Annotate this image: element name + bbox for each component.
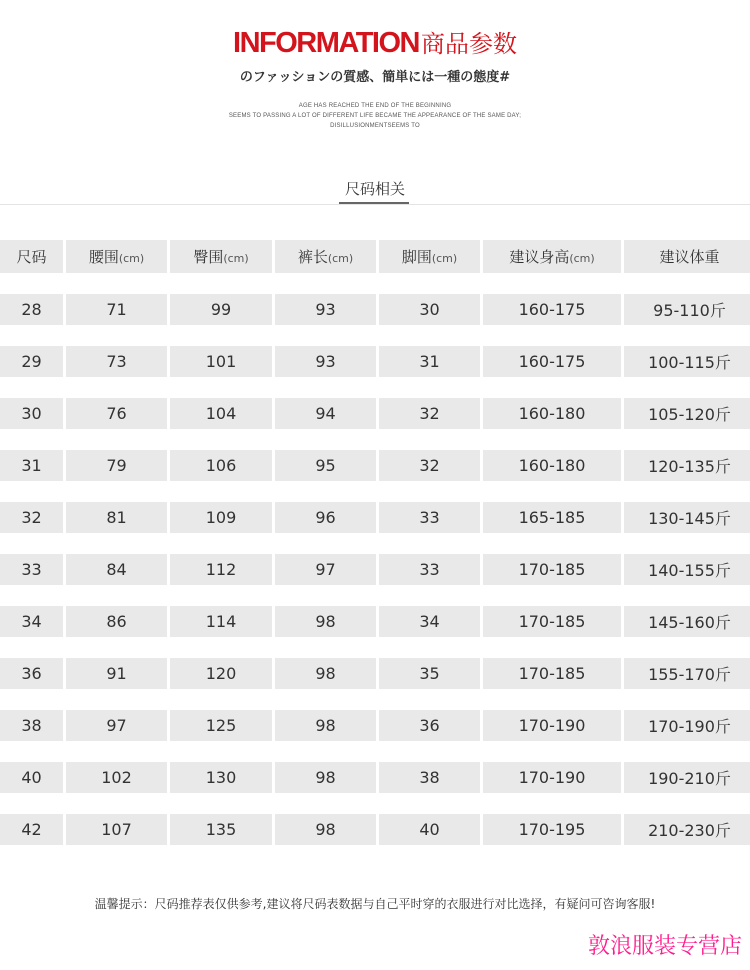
spacer-cell <box>0 689 63 710</box>
table-cell: 99 <box>170 294 272 325</box>
table-cell: 190-210斤 <box>624 762 750 793</box>
row-spacer <box>0 637 750 658</box>
table-cell: 125 <box>170 710 272 741</box>
table-body <box>0 273 750 845</box>
table-cell: 170-185 <box>483 554 621 585</box>
row-spacer <box>0 377 750 398</box>
spacer-cell <box>483 273 621 294</box>
table-cell: 135 <box>170 814 272 845</box>
table-cell: 170-185 <box>483 658 621 689</box>
table-cell: 33 <box>379 554 480 585</box>
spacer-cell <box>379 637 480 658</box>
table-cell: 40 <box>379 814 480 845</box>
table-cell: 73 <box>66 346 167 377</box>
table-row <box>0 554 750 585</box>
spacer-cell <box>170 481 272 502</box>
table-cell: 112 <box>170 554 272 585</box>
spacer-cell <box>483 481 621 502</box>
table-cell: 40 <box>0 762 63 793</box>
table-cell: 107 <box>66 814 167 845</box>
table-cell: 29 <box>0 346 63 377</box>
page-title <box>0 24 750 60</box>
table-cell: 170-190 <box>483 762 621 793</box>
spacer-cell <box>275 325 376 346</box>
spacer-cell <box>624 689 750 710</box>
header-weight: 建议体重 <box>624 240 750 273</box>
table-cell: 42 <box>0 814 63 845</box>
header-size: 尺码 <box>0 240 63 273</box>
table-cell: 32 <box>0 502 63 533</box>
table-row <box>0 658 750 689</box>
spacer-cell <box>170 741 272 762</box>
table-row <box>0 398 750 429</box>
table-cell: 91 <box>66 658 167 689</box>
table-cell: 160-175 <box>483 346 621 377</box>
spacer-cell <box>483 377 621 398</box>
spacer-cell <box>483 533 621 554</box>
table-cell: 145-160斤 <box>624 606 750 637</box>
table-cell: 81 <box>66 502 167 533</box>
spacer-cell <box>66 325 167 346</box>
header-length: 裤长(cm) <box>275 240 376 273</box>
table-cell: 38 <box>379 762 480 793</box>
table-cell: 94 <box>275 398 376 429</box>
table-row <box>0 710 750 741</box>
table-cell: 109 <box>170 502 272 533</box>
spacer-cell <box>275 533 376 554</box>
spacer-cell <box>66 741 167 762</box>
table-cell: 97 <box>66 710 167 741</box>
spacer-cell <box>483 429 621 450</box>
table-row <box>0 502 750 533</box>
spacer-cell <box>0 429 63 450</box>
spacer-cell <box>0 741 63 762</box>
table-cell: 106 <box>170 450 272 481</box>
title-english: INFORMATION <box>233 27 419 59</box>
table-cell: 155-170斤 <box>624 658 750 689</box>
spacer-cell <box>0 585 63 606</box>
spacer-cell <box>379 429 480 450</box>
row-spacer <box>0 585 750 606</box>
table-cell: 32 <box>379 398 480 429</box>
table-cell: 97 <box>275 554 376 585</box>
spacer-cell <box>170 325 272 346</box>
spacer-cell <box>170 533 272 554</box>
table-cell: 130-145斤 <box>624 502 750 533</box>
table-cell: 165-185 <box>483 502 621 533</box>
spacer-cell <box>483 585 621 606</box>
table-cell: 38 <box>0 710 63 741</box>
spacer-cell <box>66 533 167 554</box>
divider <box>0 204 750 205</box>
table-cell: 35 <box>379 658 480 689</box>
header-height: 建议身高(cm) <box>483 240 621 273</box>
spacer-cell <box>275 637 376 658</box>
spacer-cell <box>275 689 376 710</box>
table-cell: 84 <box>66 554 167 585</box>
spacer-cell <box>66 689 167 710</box>
spacer-cell <box>275 273 376 294</box>
spacer-cell <box>0 793 63 814</box>
spacer-cell <box>275 481 376 502</box>
spacer-cell <box>624 273 750 294</box>
spacer-cell <box>379 533 480 554</box>
table-cell: 30 <box>379 294 480 325</box>
table-cell: 76 <box>66 398 167 429</box>
spacer-cell <box>170 637 272 658</box>
spacer-cell <box>170 429 272 450</box>
table-cell: 36 <box>379 710 480 741</box>
table-cell: 100-115斤 <box>624 346 750 377</box>
table-cell: 170-185 <box>483 606 621 637</box>
table-cell: 96 <box>275 502 376 533</box>
row-spacer <box>0 429 750 450</box>
table-cell: 101 <box>170 346 272 377</box>
table-cell: 32 <box>379 450 480 481</box>
table-cell: 36 <box>0 658 63 689</box>
table-cell: 30 <box>0 398 63 429</box>
spacer-cell <box>170 273 272 294</box>
spacer-cell <box>483 741 621 762</box>
spacer-cell <box>483 325 621 346</box>
spacer-cell <box>624 741 750 762</box>
table-cell: 170-190斤 <box>624 710 750 741</box>
row-spacer <box>0 481 750 502</box>
table-cell: 114 <box>170 606 272 637</box>
row-spacer <box>0 325 750 346</box>
table-row <box>0 294 750 325</box>
table-cell: 98 <box>275 606 376 637</box>
spacer-cell <box>379 377 480 398</box>
table-row <box>0 346 750 377</box>
table-cell: 98 <box>275 658 376 689</box>
header-leg-opening: 脚围(cm) <box>379 240 480 273</box>
table-cell: 210-230斤 <box>624 814 750 845</box>
spacer-cell <box>275 741 376 762</box>
spacer-cell <box>379 741 480 762</box>
table-cell: 86 <box>66 606 167 637</box>
spacer-cell <box>379 585 480 606</box>
spacer-cell <box>624 429 750 450</box>
tiny-text-line-1: AGE HAS REACHED THE END OF THE BEGINNING <box>298 103 452 109</box>
spacer-cell <box>66 793 167 814</box>
table-cell: 160-180 <box>483 398 621 429</box>
table-cell: 102 <box>66 762 167 793</box>
title-chinese: 商品参数 <box>420 30 517 58</box>
spacer-cell <box>0 325 63 346</box>
header-waist: 腰围(cm) <box>66 240 167 273</box>
spacer-cell <box>170 377 272 398</box>
spacer-cell <box>0 637 63 658</box>
table-cell: 28 <box>0 294 63 325</box>
table-cell: 33 <box>379 502 480 533</box>
table-cell: 160-180 <box>483 450 621 481</box>
tiny-text-line-3: DISILLUSIONMENTSEEMS TO <box>330 123 420 129</box>
spacer-cell <box>66 637 167 658</box>
table-row <box>0 762 750 793</box>
spacer-cell <box>379 273 480 294</box>
spacer-cell <box>275 585 376 606</box>
spacer-cell <box>0 273 63 294</box>
spacer-cell <box>483 689 621 710</box>
table-cell: 120-135斤 <box>624 450 750 481</box>
row-spacer <box>0 689 750 710</box>
section-title: 尺码相关 <box>344 180 405 198</box>
spacer-cell <box>0 377 63 398</box>
row-spacer <box>0 793 750 814</box>
spacer-cell <box>0 533 63 554</box>
table-row <box>0 606 750 637</box>
table-header-row <box>0 240 750 273</box>
table-cell: 93 <box>275 346 376 377</box>
spacer-cell <box>483 637 621 658</box>
spacer-cell <box>379 793 480 814</box>
spacer-cell <box>624 585 750 606</box>
table-cell: 170-190 <box>483 710 621 741</box>
spacer-cell <box>170 585 272 606</box>
table-cell: 34 <box>0 606 63 637</box>
spacer-cell <box>0 481 63 502</box>
table-cell: 120 <box>170 658 272 689</box>
spacer-cell <box>66 273 167 294</box>
spacer-cell <box>170 689 272 710</box>
table-cell: 33 <box>0 554 63 585</box>
table-cell: 130 <box>170 762 272 793</box>
table-cell: 105-120斤 <box>624 398 750 429</box>
spacer-cell <box>379 689 480 710</box>
table-cell: 79 <box>66 450 167 481</box>
table-cell: 31 <box>0 450 63 481</box>
table-cell: 98 <box>275 814 376 845</box>
spacer-cell <box>66 481 167 502</box>
spacer-cell <box>275 429 376 450</box>
spacer-cell <box>379 325 480 346</box>
table-cell: 98 <box>275 710 376 741</box>
spacer-cell <box>624 533 750 554</box>
spacer-cell <box>275 377 376 398</box>
table-cell: 160-175 <box>483 294 621 325</box>
spacer-cell <box>624 377 750 398</box>
spacer-cell <box>624 793 750 814</box>
table-row <box>0 814 750 845</box>
spacer-cell <box>275 793 376 814</box>
shop-name: 敦浪服装专营店 <box>587 934 742 959</box>
spacer-cell <box>624 637 750 658</box>
size-table <box>0 240 750 845</box>
spacer-cell <box>170 793 272 814</box>
spacer-cell <box>66 429 167 450</box>
spacer-cell <box>66 585 167 606</box>
table-cell: 95 <box>275 450 376 481</box>
table-cell: 140-155斤 <box>624 554 750 585</box>
table-cell: 34 <box>379 606 480 637</box>
table-cell: 104 <box>170 398 272 429</box>
tip-text: 温馨提示：尺码推荐表仅供参考,建议将尺码表数据与自己平时穿的衣服进行对比选择，有疑问可咨询客服! <box>94 897 656 911</box>
row-spacer <box>0 741 750 762</box>
table-cell: 170-195 <box>483 814 621 845</box>
spacer-cell <box>66 377 167 398</box>
table-cell: 93 <box>275 294 376 325</box>
spacer-cell <box>379 481 480 502</box>
row-spacer <box>0 273 750 294</box>
table-cell: 98 <box>275 762 376 793</box>
tiny-text-line-2: SEEMS TO PASSING A LOT OF DIFFERENT LIFE BECAME THE APPEARANCE OF THE SAME DAY; <box>228 113 522 119</box>
table-cell: 71 <box>66 294 167 325</box>
table-row <box>0 450 750 481</box>
table-cell: 31 <box>379 346 480 377</box>
subtitle: のファッションの質感、簡単には一種の態度# <box>239 70 511 85</box>
spacer-cell <box>483 793 621 814</box>
spacer-cell <box>624 481 750 502</box>
table-cell: 95-110斤 <box>624 294 750 325</box>
row-spacer <box>0 533 750 554</box>
spacer-cell <box>624 325 750 346</box>
header-hip: 臀围(cm) <box>170 240 272 273</box>
